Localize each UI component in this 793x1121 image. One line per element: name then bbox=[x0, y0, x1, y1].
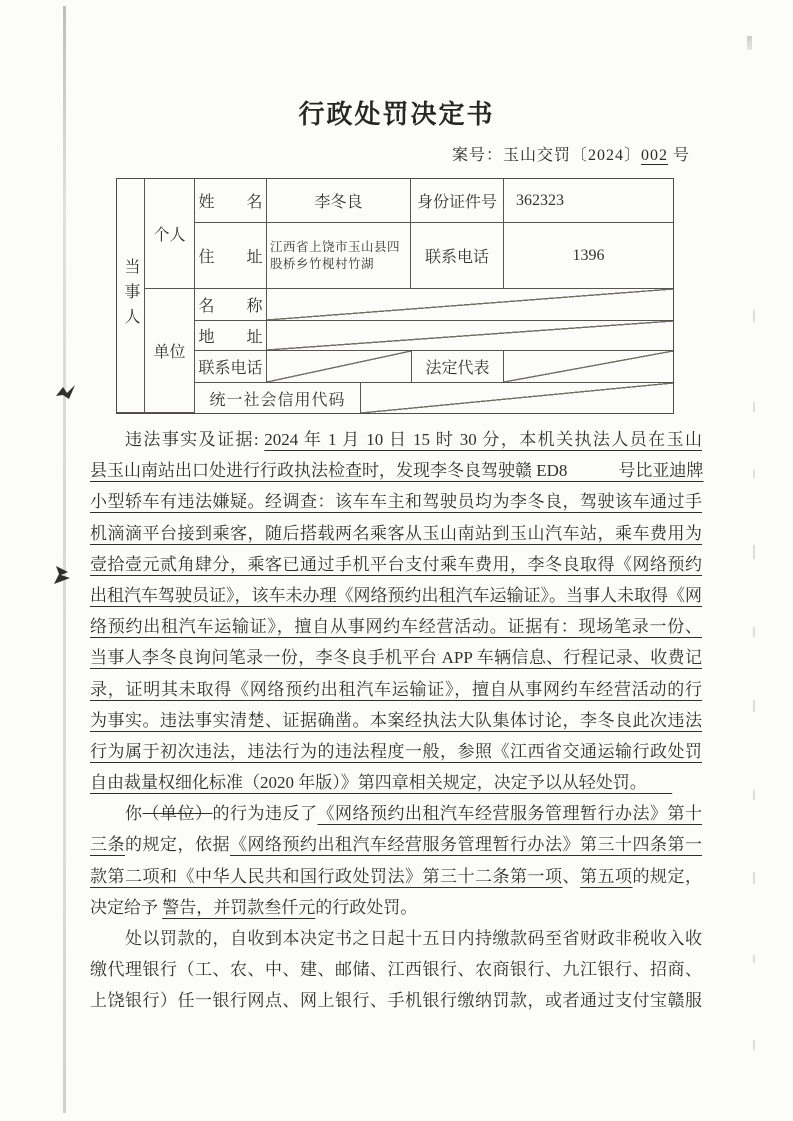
name-value-cell: 李冬良 bbox=[267, 179, 411, 223]
body-line bbox=[90, 705, 702, 736]
body-text-segment: 你 bbox=[125, 804, 143, 824]
scan-ink-mark bbox=[52, 564, 74, 586]
body-text-segment: 缴代理银行（工、农、中、建、邮储、江西银行、农商银行、九江银行、招商、 bbox=[90, 960, 702, 980]
case-number-value: 002 bbox=[641, 147, 669, 164]
individual-group-label: 个人 bbox=[153, 227, 186, 244]
body-text-segment: 的行为违反了 bbox=[212, 804, 318, 824]
body-line bbox=[90, 424, 702, 455]
phone-value-cell: 1396 bbox=[504, 223, 673, 289]
body-text-segment: 《网络预约出租汽车经营服务管理暂行办法》第三十四条第一 bbox=[230, 835, 702, 855]
body-text-segment: 款第二项和《中华人民共和国行政处罚法》第三十二条第一项 bbox=[90, 866, 563, 886]
organization-group-cell bbox=[145, 289, 195, 413]
body-text-segment: 录，证明其未取得《网络预约出租汽车运输证》，擅自从事网约车经营活动的行 bbox=[90, 679, 702, 699]
body-text-segment: 自由裁量权细化标准（2020 年版）》第四章相关规定，决定予以从轻处罚。 bbox=[90, 773, 639, 793]
body-line bbox=[90, 954, 702, 985]
body-text-segment: 《网络预约出租汽车经营服务管理暂行办法》第十 bbox=[317, 804, 702, 824]
body-text-segment: 决定给予 bbox=[90, 897, 163, 917]
individual-group-cell bbox=[145, 179, 195, 289]
case-number-label: 案号： bbox=[452, 147, 504, 164]
name-label-cell: 姓 名 bbox=[195, 179, 267, 223]
body-line bbox=[90, 767, 702, 798]
org-address-empty-cell bbox=[267, 321, 673, 351]
body-text-segment: 壹拾壹元贰角肆分，乘客已通过手机平台支付乘车费用，李冬良取得《网络预约 bbox=[90, 554, 702, 574]
org-phone-empty-cell bbox=[267, 351, 411, 382]
credit-code-empty-cell bbox=[361, 383, 673, 413]
body-text-segment: 的规定，依据 bbox=[125, 835, 230, 855]
body-text-segment bbox=[638, 773, 672, 792]
body-line bbox=[90, 642, 702, 673]
body-line bbox=[90, 736, 702, 767]
phone-label-cell: 联系电话 bbox=[411, 223, 504, 289]
org-phone-label-cell: 联系电话 bbox=[195, 351, 267, 383]
party-label: 当事人 bbox=[122, 258, 139, 333]
body-line bbox=[90, 486, 702, 517]
id-label-cell: 身份证件号 bbox=[411, 179, 504, 223]
credit-code-label-cell: 统一社会信用代码 bbox=[195, 383, 361, 413]
organization-group-label: 单位 bbox=[153, 344, 186, 361]
body-line bbox=[90, 798, 702, 829]
body-text-segment: 行为属于初次违法，违法行为的违法程度一般，参照《江西省交通运输行政处罚 bbox=[90, 741, 702, 761]
body-text-segment: 、 bbox=[562, 866, 580, 886]
body-text-segment: 2024 年 1 月 10 日 15 时 30 分，本机关执法人员在玉山 bbox=[264, 430, 702, 449]
credit-code-row bbox=[195, 383, 673, 413]
body-line bbox=[90, 455, 702, 486]
id-value-cell: 362323 bbox=[504, 179, 673, 223]
body-text-segment: 当事人李冬良询问笔录一份，李冬良手机平台 APP 车辆信息、行程记录、收费记 bbox=[90, 648, 702, 668]
body-text-segment: 为事实。违法事实清楚、证据确凿。本案经执法大队集体讨论，李冬良此次违法 bbox=[90, 710, 702, 730]
body-line bbox=[90, 674, 702, 705]
case-number-suffix: 号 bbox=[668, 147, 691, 164]
case-number bbox=[452, 142, 690, 165]
case-number-prefix: 玉山交罚〔2024〕 bbox=[503, 147, 642, 164]
org-name-label-cell: 名 称 bbox=[195, 289, 267, 321]
body-text-segment: 的规定， bbox=[632, 866, 702, 886]
body-text-segment: 处以罚款的，自收到本决定书之日起十五日内持缴款码至省财政非税收入收 bbox=[125, 929, 702, 948]
body-line bbox=[90, 923, 702, 954]
body-line bbox=[90, 861, 702, 892]
body-line bbox=[90, 985, 702, 1016]
page-title: 行政处罚决定书 bbox=[298, 100, 495, 129]
scan-crease-line bbox=[63, 6, 66, 1113]
body-line bbox=[90, 892, 702, 923]
body-line bbox=[90, 580, 702, 611]
scan-corner-mark bbox=[747, 36, 752, 50]
body-text-segment: 的行政处罚。 bbox=[315, 897, 418, 917]
org-phone-row bbox=[267, 351, 673, 383]
org-name-empty-cell bbox=[267, 289, 673, 321]
body-text-segment: 机滴滴平台接到乘客，随后搭载两名乘客从玉山南站到玉山汽车站，乘车费用为 bbox=[90, 523, 702, 543]
body-text-segment: 第五项 bbox=[580, 866, 633, 886]
org-address-label-cell: 地 址 bbox=[195, 321, 267, 351]
body-text-segment: 出租汽车驾驶员证》，该车未办理《网络预约出租汽车运输证》。当事人未取得《网 bbox=[90, 585, 702, 605]
body-line bbox=[90, 518, 702, 549]
body-text-segment: 警告，并罚款叁仟元 bbox=[162, 897, 316, 917]
body-line bbox=[90, 549, 702, 580]
body-text-segment: 上饶银行）任一银行网点、网上银行、手机银行缴纳罚款，或者通过支付宝赣服 bbox=[90, 991, 702, 1011]
party-header-cell bbox=[117, 179, 145, 413]
legal-rep-empty-cell bbox=[504, 351, 673, 382]
body-text-segment: 县玉山南站出口处进行行政执法检查时，发现李冬良驾驶赣 ED8 号比亚迪牌 bbox=[90, 461, 704, 481]
body-text-segment: 小型轿车有违法嫌疑。经调查：该车车主和驾驶员均为李冬良，驾驶该车通过手 bbox=[90, 492, 702, 512]
body-line bbox=[90, 611, 702, 642]
legal-rep-label-cell: 法定代表 bbox=[411, 351, 504, 382]
body-text-segment: （单位） bbox=[142, 804, 213, 824]
body-text-segment: 三条 bbox=[90, 835, 125, 855]
party-info-table bbox=[116, 178, 674, 414]
document-body bbox=[90, 424, 702, 1017]
body-line bbox=[90, 829, 702, 860]
body-text-segment: 络预约出租汽车运输证》，擅自从事网约车经营活动。证据有：现场笔录一份、 bbox=[90, 617, 702, 637]
address-value-cell: 江西省上饶市玉山县四股桥乡竹枧村竹湖 bbox=[267, 223, 411, 289]
scan-ink-mark bbox=[54, 384, 78, 402]
body-text-segment: 违法事实及证据: bbox=[125, 430, 265, 449]
address-label-cell: 住 址 bbox=[195, 223, 267, 289]
